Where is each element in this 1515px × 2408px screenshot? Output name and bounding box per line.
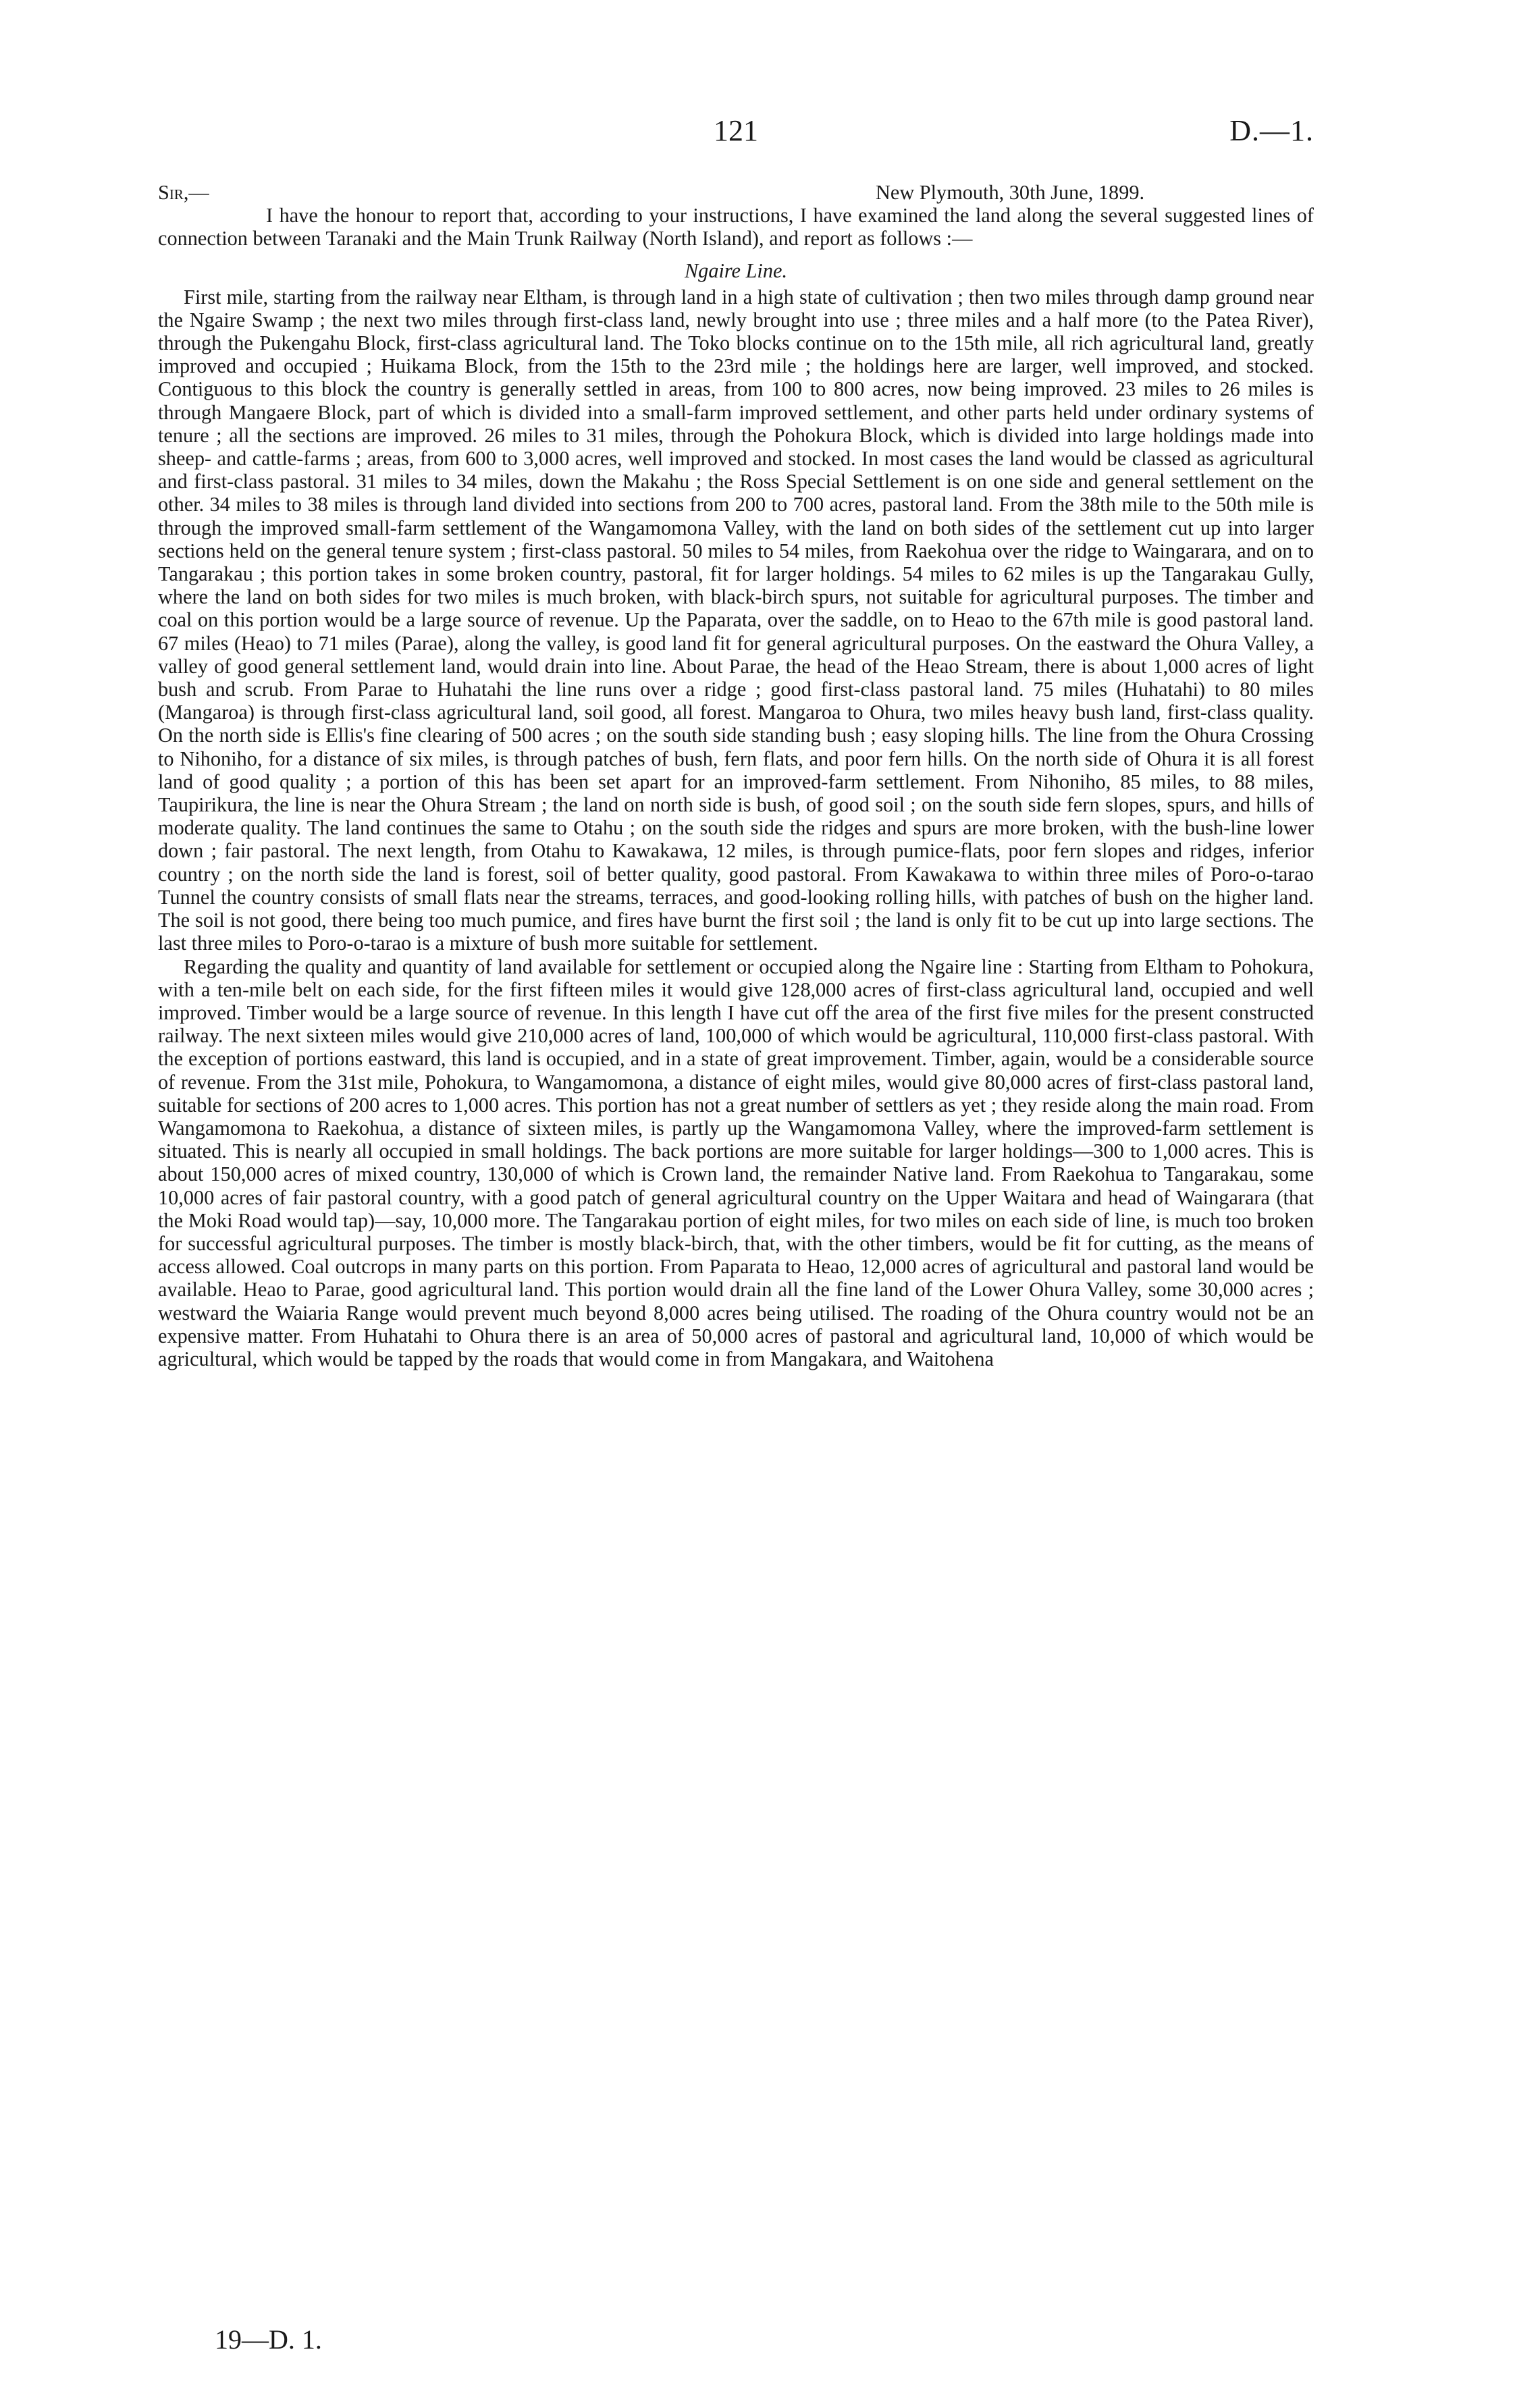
salutation: Sir,—: [158, 181, 209, 204]
document-code: D.—1.: [1229, 114, 1314, 147]
section-heading: Ngaire Line.: [684, 259, 788, 283]
salutation-row: [158, 181, 1314, 204]
place-date: New Plymouth, 30th June, 1899.: [876, 181, 1145, 204]
intro-paragraph: I have the honour to report that, according to your instructions, I have examined the land along the several suggested lines of connection between Taranaki and the Main Trunk Railway (North Island), and report as follows :—: [158, 204, 1314, 250]
letter-body: [158, 181, 1314, 1370]
page-header: [158, 113, 1314, 154]
paragraph-land-quantity: Regarding the quality and quantity of land available for settlement or occupied along the Ngaire line : Starting from Eltham to Pohokura, with a ten-mile belt on each side, for the first fifteen miles it would give 128,000 acres of first-class agricultural land, occupied and well improved. Timber would be a large source of revenue. In this length I have cut off the area of the first five miles for the present constructed railway. The next sixteen miles would give 210,000 acres of land, 100,000 of which would be agricultural, 110,000 first-class pastoral. With the exception of portions eastward, this land is occupied, and in a state of great improvement. Timber, again, would be a considerable source of revenue. From the 31st mile, Pohokura, to Wangamomona, a distance of eight miles, would give 80,000 acres of first-class pastoral land, suitable for sections of 200 acres to 1,000 acres. This portion has not a great number of settlers as yet ; they reside along the main road. From Wangamomona to Raekohua, a distance of sixteen miles, is partly up the Wangamomona Valley, where the improved-farm settlement is situated. This is nearly all occupied in small holdings. The back portions are more suitable for larger holdings—300 to 1,000 acres. This is about 150,000 acres of mixed country, 130,000 of which is Crown land, the remainder Native land. From Raekohua to Tangarakau, some 10,000 acres of fair pastoral country, with a good patch of general agricultural country on the Upper Waitara and head of Waingarara (that the Moki Road would tap)—say, 10,000 more. The Tangarakau portion of eight miles, for two miles on each side of line, is much too broken for successful agricultural purposes. The timber is mostly black-birch, that, with the other timbers, would be fit for cutting, as the means of access allowed. Coal outcrops in many parts on this portion. From Paparata to Heao, 12,000 acres of agricultural and pastoral land would be available. Heao to Parae, good agricultural land. This portion would drain all the fine land of the Lower Ohura Valley, some 30,000 acres ; westward the Waiaria Range would prevent much beyond 8,000 acres being utilised. The roading of the Ohura country would not be an expensive matter. From Huhatahi to Ohura there is an area of 50,000 acres of pastoral and agricultural land, 10,000 of which would be agricultural, which would be tapped by the roads that would come in from Mangakara, and Waitohena: [158, 955, 1314, 1370]
footer-signature-mark: 19—D. 1.: [215, 2324, 322, 2355]
paragraph-route-description: First mile, starting from the railway near Eltham, is through land in a high state of cultivation ; then two miles through damp ground near the Ngaire Swamp ; the next two miles through first-class land, newly brought into use ; three miles and a half more (to the Patea River), through the Pukengahu Block, first-class agricultural land. The Toko blocks continue on to the 15th mile, all rich agricultural land, greatly improved and occupied ; Huikama Block, from the 15th to the 23rd mile ; the holdings here are larger, well improved, and stocked. Contiguous to this block the country is generally settled in areas, from 100 to 800 acres, now being improved. 23 miles to 26 miles is through Mangaere Block, part of which is divided into a small-farm improved settlement, and other parts held under ordinary systems of tenure ; all the sections are improved. 26 miles to 31 miles, through the Pohokura Block, which is divided into large holdings made into sheep- and cattle-farms ; areas, from 600 to 3,000 acres, well improved and stocked. In most cases the land would be classed as agricultural and first-class pastoral. 31 miles to 34 miles, down the Makahu ; the Ross Special Settlement is on one side and general settlement on the other. 34 miles to 38 miles is through land divided into sections from 200 to 700 acres, pastoral land. From the 38th mile to the 50th mile is through the improved small-farm settlement of the Wangamomona Valley, with the land on both sides of the settlement cut up into larger sections held on the general tenure system ; first-class pastoral. 50 miles to 54 miles, from Raekohua over the ridge to Waingarara, and on to Tangarakau ; this portion takes in some broken country, pastoral, fit for larger holdings. 54 miles to 62 miles is up the Tangarakau Gully, where the land on both sides for two miles is much broken, with black-birch spurs, not suitable for agricultural purposes. The timber and coal on this portion would be a large source of revenue. Up the Paparata, over the saddle, on to Heao to the 67th mile is good pastoral land. 67 miles (Heao) to 71 miles (Parae), along the valley, is good land fit for general agricultural purposes. On the eastward the Ohura Valley, a valley of good general settlement land, would drain into line. About Parae, the head of the Heao Stream, there is about 1,000 acres of light bush and scrub. From Parae to Huhatahi the line runs over a ridge ; good first-class pastoral land. 75 miles (Huhatahi) to 80 miles (Mangaroa) is through first-class agricultural land, soil good, all forest. Mangaroa to Ohura, two miles heavy bush land, first-class quality. On the north side is Ellis's fine clearing of 500 acres ; on the south side standing bush ; easy sloping hills. The line from the Ohura Crossing to Nihoniho, for a distance of six miles, is through patches of bush, fern flats, and poor fern hills. On the north side of Ohura it is all forest land of good quality ; a portion of this has been set apart for an improved-farm settlement. From Nihoniho, 85 miles, to 88 miles, Taupirikura, the line is near the Ohura Stream ; the land on north side is bush, of good soil ; on the south side fern slopes, spurs, and hills of moderate quality. The land continues the same to Otahu ; on the south side the ridges and spurs are more broken, with the bush-line lower down ; fair pastoral. The next length, from Otahu to Kawakawa, 12 miles, is through pumice-flats, poor fern slopes and ridges, inferior country ; on the north side the land is forest, soil of better quality, good pastoral. From Kawakawa to within three miles of Poro-o-tarao Tunnel the country consists of small flats near the streams, terraces, and good-looking rolling hills, with patches of bush on the higher land. The soil is not good, there being too much pumice, and fires have burnt the first soil ; the land is only fit to be cut up into large sections. The last three miles to Poro-o-tarao is a mixture of bush more suitable for settlement.: [158, 285, 1314, 955]
page-number: 121: [714, 114, 758, 147]
